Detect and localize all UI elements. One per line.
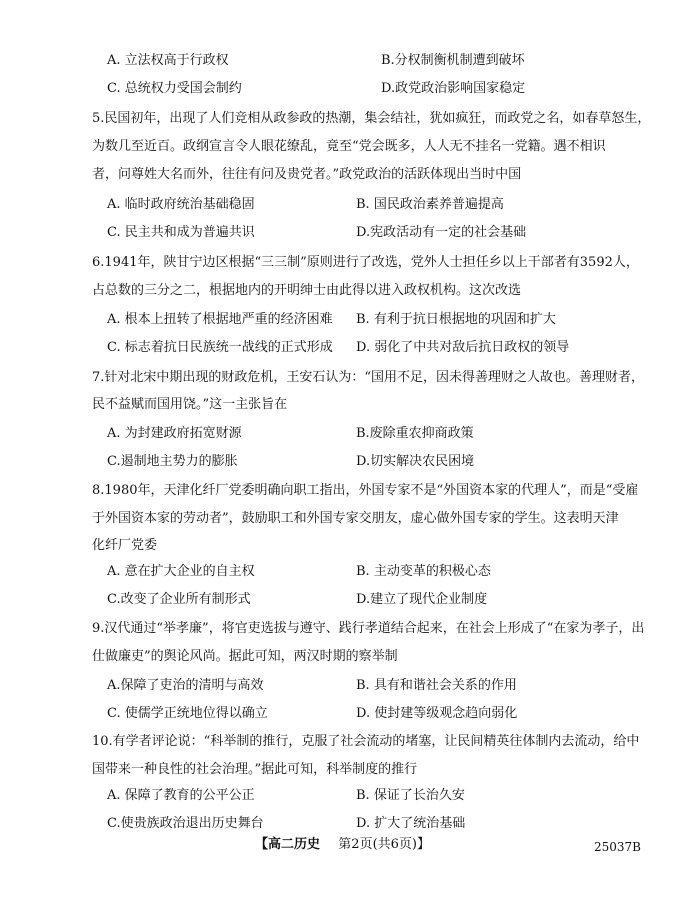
q10-option-b: B. 保证了长治久安 — [356, 788, 465, 803]
q8-stem-line-1: 8.1980年，天津化纤厂党委明确向职工指出，外国专家不是“外国资本家的代理人”，而是“受雇 — [92, 483, 639, 498]
q9-stem-line-2: 仕做廉吏”的舆论风尚。据此可知，两汉时期的察举制 — [92, 649, 398, 664]
q7-option-a: A. 为封建政府拓宽财源 — [107, 426, 242, 441]
q5-option-c: C. 民主共和成为普遍共识 — [107, 225, 255, 240]
q6-stem-line-2: 占总数的三分之二，根据地内的开明绅士由此得以进入政权机构。这次改选 — [92, 283, 522, 298]
q7-option-d: D.切实解决农民困境 — [356, 454, 475, 469]
q6-stem-line-1: 6.1941年，陕甘宁边区根据“三三制”原则进行了改选，党外人士担任乡以上干部者有3592人， — [92, 255, 639, 270]
q10-option-d: D. 扩大了统治基础 — [356, 816, 466, 831]
q6-option-c: C. 标志着抗日民族统一战线的正式形成 — [107, 340, 333, 355]
q9-stem-line-1: 9.汉代通过“举孝廉”，将官吏选拔与遵守、践行孝道结合起来，在社会上形成了“在家为孝子，出 — [92, 621, 645, 636]
q6-option-d: D. 弱化了中共对敌后抗日政权的领导 — [356, 340, 570, 355]
page-footer — [255, 836, 430, 854]
q8-option-b: B. 主动变革的积极心态 — [356, 564, 491, 579]
q5-stem-line-2: 为数几至近百。政纲宣言令人眼花缭乱，竟至“党会既多，人人无不挂名一党籍。遇不相识 — [92, 139, 606, 154]
q9-option-d: D. 使封建等级观念趋向弱化 — [356, 706, 518, 721]
q7-stem-line-1: 7.针对北宋中期出现的财政危机，王安石认为：“国用不足，因未得善理财之人故也。善理财者， — [92, 370, 645, 385]
q10-option-a: A. 保障了教育的公平公正 — [107, 788, 255, 803]
q8-option-a: A. 意在扩大企业的自主权 — [107, 564, 255, 579]
footer-subject: 【高二历史 — [255, 837, 321, 852]
q6-option-b: B. 有利于抗日根据地的巩固和扩大 — [356, 312, 556, 327]
q5-option-b: B. 国民政治素养普遍提高 — [356, 197, 504, 212]
q10-stem-line-1: 10.有学者评论说：“科举制的推行，克服了社会流动的堵塞，让民间精英往体制内去流动，给中 — [92, 734, 640, 749]
q7-option-b: B.废除重农抑商政策 — [356, 426, 474, 441]
q5-stem-line-1: 5.民国初年，出现了人们竞相从政参政的热潮，集会结社，犹如疯狂，而政党之名，如春草怒生， — [92, 111, 651, 126]
q5-option-a: A. 临时政府统治基础稳固 — [107, 197, 255, 212]
q4-option-c: C. 总统权力受国会制约 — [107, 81, 242, 96]
footer-page-number: 第2页(共6页)】 — [338, 837, 430, 852]
q4-option-d: D.政党政治影响国家稳定 — [381, 81, 526, 96]
q9-option-a: A.保障了吏治的清明与高效 — [107, 678, 264, 693]
q8-option-d: D.建立了现代企业制度 — [356, 592, 488, 607]
footer-exam-code: 25037B — [594, 840, 641, 854]
q4-option-b: B.分权制衡机制遭到破坏 — [381, 53, 525, 68]
q9-option-c: C. 使儒学正统地位得以确立 — [107, 706, 268, 721]
q10-option-c: C.使贵族政治退出历史舞台 — [107, 816, 264, 831]
q8-option-c: C.改变了企业所有制形式 — [107, 592, 251, 607]
q5-stem-line-3: 者，问尊姓大名而外，往往有问及贵党者。”政党政治的活跃体现出当时中国 — [92, 167, 522, 182]
q4-option-a: A. 立法权高于行政权 — [107, 53, 229, 68]
q6-option-a: A. 根本上扭转了根据地严重的经济困难 — [107, 312, 333, 327]
q9-option-b: B. 具有和谐社会关系的作用 — [356, 678, 517, 693]
q7-option-c: C.遏制地主势力的膨胀 — [107, 454, 238, 469]
q8-stem-line-2: 于外国资本家的劳动者”，鼓励职工和外国专家交朋友，虚心做外国专家的学生。这表明天津 — [92, 511, 619, 526]
q7-stem-line-2: 民不益赋而国用饶。”这一主张旨在 — [92, 397, 288, 412]
q5-option-d: D.宪政活动有一定的社会基础 — [356, 225, 527, 240]
q10-stem-line-2: 国带来一种良性的社会治理。”据此可知，科举制度的推行 — [92, 762, 418, 777]
q8-stem-line-3: 化纤厂党委 — [92, 538, 158, 553]
